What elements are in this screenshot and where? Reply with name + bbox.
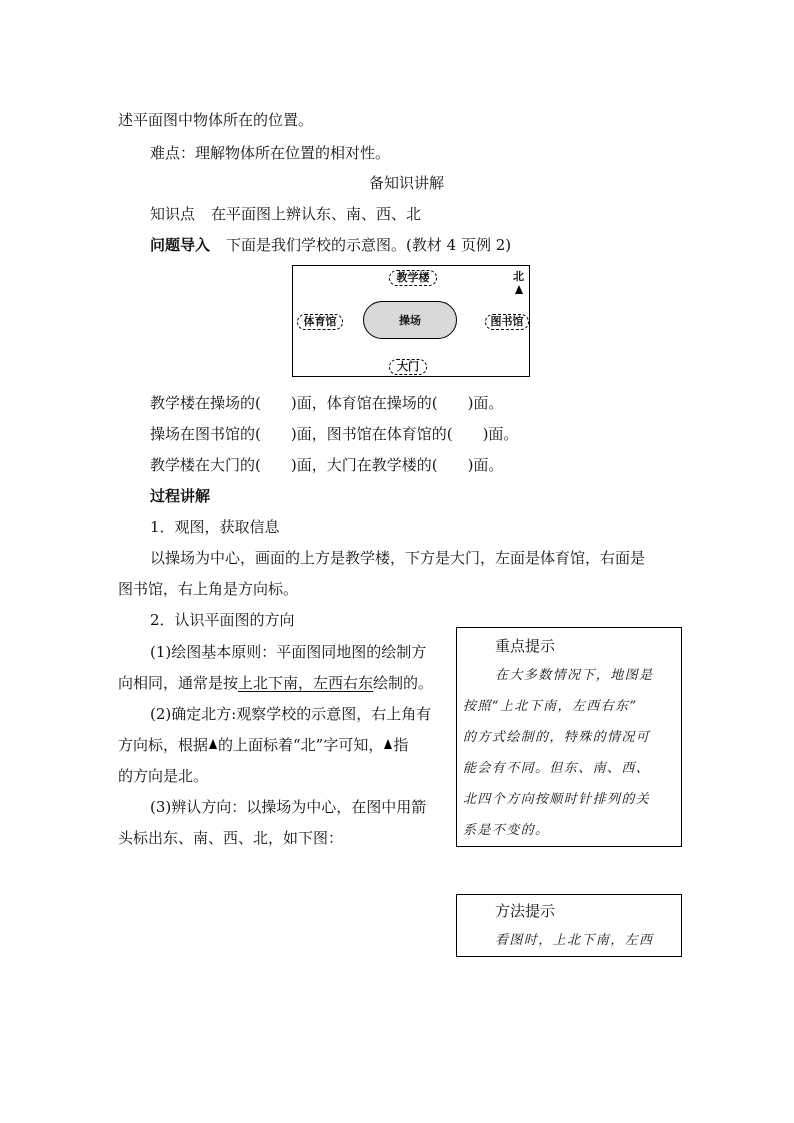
teaching-building-label: 教学楼 xyxy=(389,270,437,286)
question-text: )面，大门在教学楼的( xyxy=(290,456,438,474)
question-text: )面。 xyxy=(467,394,504,412)
key-tip-text: 能会有不同。但东、南、西、 xyxy=(463,761,651,776)
key-tip-title: 重点提示 xyxy=(495,637,556,655)
direction-line: (3)辨认方向：以操场为中心，在图中用箭 xyxy=(150,798,427,816)
north-text: 指 xyxy=(393,736,409,754)
key-tip-text: 的方式绘制的，特殊的情况可 xyxy=(463,730,651,745)
north-arrow-icon xyxy=(384,739,392,749)
principle-text: 绘制的。 xyxy=(373,674,434,692)
intro-line xyxy=(150,235,511,255)
key-tip-text: 系是不变的。 xyxy=(463,823,550,838)
step-1-heading: 1．观图，获取信息 xyxy=(150,518,280,536)
knowledge-point-line xyxy=(150,204,421,224)
gate-label: 大门 xyxy=(389,359,427,375)
question-text: 教学楼在操场的( xyxy=(150,394,261,412)
step-1-text-cont: 图书馆，右上角是方向标。 xyxy=(118,580,299,598)
gym-label: 体育馆 xyxy=(297,314,343,330)
process-heading: 过程讲解 xyxy=(150,487,211,505)
question-3 xyxy=(150,455,503,475)
question-text: 操场在图书馆的( xyxy=(150,425,261,443)
text-line: 述平面图中物体所在的位置。 xyxy=(118,111,314,129)
knowledge-point-label: 知识点 xyxy=(150,205,196,223)
difficulty-line: 难点：理解物体所在位置的相对性。 xyxy=(150,144,391,162)
principle-text: 向相同，通常是按 xyxy=(118,674,239,692)
knowledge-point-text: 在平面图上辨认东、南、西、北 xyxy=(211,205,422,223)
north-text: 的上面标着“北”字可知， xyxy=(218,736,384,754)
north-compass xyxy=(513,271,524,294)
question-text: )面。 xyxy=(467,456,504,474)
question-text: )面，图书馆在体育馆的( xyxy=(290,425,453,443)
principle-underlined: 上北下南，左西右东 xyxy=(238,674,374,692)
key-tip-text: 在大多数情况下，地图是 xyxy=(495,668,654,683)
direction-line-cont: 头标出东、南、西、北，如下图： xyxy=(118,829,344,847)
key-tip-text: 按照“上北下南，左西右东” xyxy=(463,699,638,714)
question-text: )面，体育馆在操场的( xyxy=(290,394,438,412)
north-arrow-icon xyxy=(515,285,523,294)
intro-label: 问题导入 xyxy=(150,236,211,254)
north-text: 方向标，根据 xyxy=(118,736,209,754)
step-1-text: 以操场为中心，画面的上方是教学楼，下方是大门，左面是体育馆，右面是 xyxy=(150,549,646,567)
north-arrow-icon xyxy=(209,739,217,749)
key-tip-text: 北四个方向按顺时针排列的关 xyxy=(463,792,651,807)
school-map-diagram xyxy=(292,265,530,377)
playground-label: 操场 xyxy=(363,301,457,339)
method-tip-box xyxy=(456,894,682,957)
north-line-cont xyxy=(118,735,408,755)
section-heading: 备知识讲解 xyxy=(369,174,445,192)
north-line-end: 的方向是北。 xyxy=(118,767,209,785)
intro-text: 下面是我们学校的示意图。(教材 4 页例 2) xyxy=(226,236,512,254)
north-label: 北 xyxy=(513,270,524,283)
question-text: )面。 xyxy=(482,425,519,443)
question-text: 教学楼在大门的( xyxy=(150,456,261,474)
principle-line: (1)绘图基本原则：平面图同地图的绘制方 xyxy=(150,643,427,661)
question-1 xyxy=(150,393,503,413)
method-tip-text: 看图时，上北下南，左西 xyxy=(495,933,654,948)
question-2 xyxy=(150,424,518,444)
key-tip-box xyxy=(456,627,682,847)
step-2-heading: 2．认识平面图的方向 xyxy=(150,611,295,629)
library-label: 图书馆 xyxy=(485,314,529,330)
north-line: (2)确定北方:观察学校的示意图，右上角有 xyxy=(150,705,432,723)
principle-line-cont xyxy=(118,673,433,693)
method-tip-title: 方法提示 xyxy=(495,902,556,920)
